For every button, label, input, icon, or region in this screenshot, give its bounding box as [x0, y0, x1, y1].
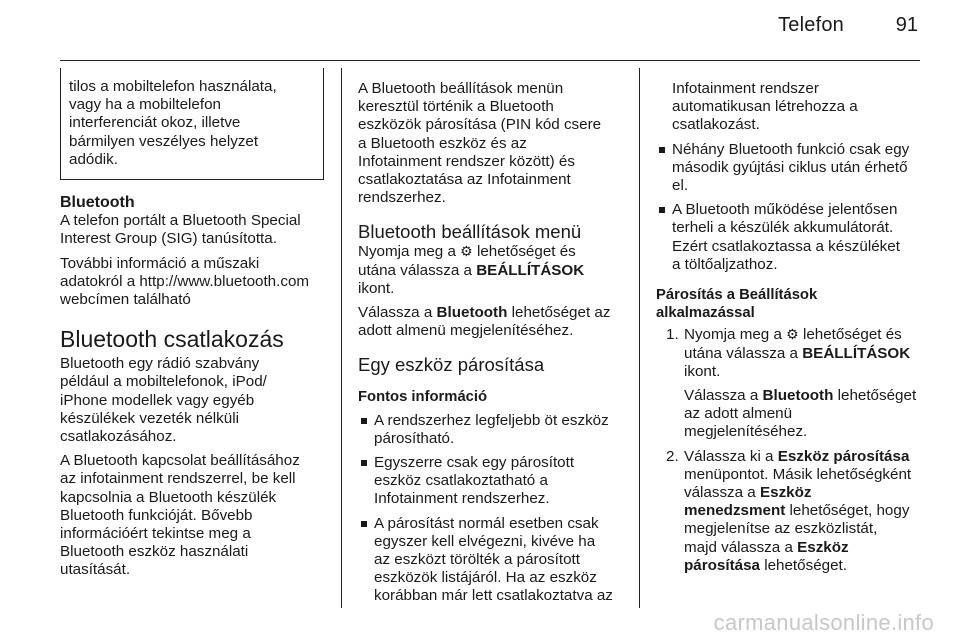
header-divider: [60, 60, 920, 61]
bullet-icon: [361, 460, 367, 466]
settings-intro: A Bluetooth beállítások menün keresztül történik a Bluetooth eszközök párosítása (PIN kód csere a Bluetooth eszköz és az Infotainment rendszer között) és csatlakoztatása az Infotainment rendszerhez.: [358, 80, 602, 207]
connection-heading: Bluetooth csatlakozás: [60, 326, 284, 353]
list-item: A Bluetooth működése jelentősen terheli a készülék akkumulátorát. Ezért csatlakoztassa a készüléket a töltőaljzathoz.: [656, 201, 928, 274]
page-header: [0, 0, 960, 58]
bullet-icon: [361, 418, 367, 424]
pairing-heading: Egy eszköz párosítása: [358, 354, 545, 376]
gear-icon: ⚙: [786, 326, 799, 343]
column-divider-1: [341, 68, 342, 608]
important-info-heading: Fontos információ: [358, 389, 488, 406]
bullet-icon: [659, 207, 665, 213]
settings-menu-paragraph-1: Nyomja meg a ⚙ lehetőséget és utána válassza a BEÁLLÍTÁSOK ikont.: [358, 243, 585, 297]
step-2: 2. Válassza ki a Eszköz párosítása menüpontot. Másik lehetőségként válassza a Eszköz menedzsment lehetőséget, hogy megjelenítse az eszközlistát, majd válassza a Eszköz párosítása lehetőséget.: [666, 447, 912, 574]
bullet-icon: [659, 147, 665, 153]
connection-paragraph-1: Bluetooth egy rádió szabvány például a mobiltelefonok, iPod/ iPhone modellek vagy egyéb készülékek vezeték nélküli csatlakozásához.: [60, 355, 267, 446]
list-item: A rendszerhez legfeljebb öt eszköz párosítható.: [358, 412, 628, 448]
column-divider-2: [639, 68, 640, 608]
connection-paragraph-2: A Bluetooth kapcsolat beállításához az infotainment rendszerrel, be kell kapcsolnia a Bluetooth készülék Bluetooth funkcióját. Bővebb információért tekintse meg a Bluetooth eszköz használati utasítását.: [60, 452, 300, 579]
list-item: Egyszerre csak egy párosított eszköz csatlakoztatható a Infotainment rendszerhez.: [358, 454, 628, 509]
bluetooth-paragraph-2: További információ a műszaki adatokról a http://www.bluetooth.com webcímen található: [60, 254, 310, 309]
step-1-detail: Válassza a Bluetooth lehetőséget az adott almenü megjelenítéséhez.: [684, 387, 917, 441]
list-item-continuation: Infotainment rendszer automatikusan létrehozza a csatlakozást.: [672, 80, 858, 134]
section-title: Telefon: [778, 14, 844, 36]
list-item: Néhány Bluetooth funkció csak egy második gyújtási ciklus után érhető el.: [656, 141, 928, 196]
settings-menu-heading: Bluetooth beállítások menü: [358, 221, 582, 243]
warning-box: tilos a mobiltelefon használata, vagy ha a mobiltelefon interferenciát okoz, illetve bármilyen veszélyes helyzet adódik.: [60, 68, 324, 180]
bullet-icon: [361, 521, 367, 527]
bluetooth-paragraph-1: A telefon portált a Bluetooth Special Interest Group (SIG) tanúsította.: [60, 212, 301, 248]
column-1: [60, 68, 324, 586]
gear-icon: ⚙: [460, 243, 473, 260]
bluetooth-heading: Bluetooth: [60, 194, 135, 212]
step-1: 1. Nyomja meg a ⚙ lehetőséget és utána válassza a BEÁLLÍTÁSOK ikont.: [666, 326, 911, 380]
column-3: [656, 80, 928, 581]
settings-menu-paragraph-2: Válassza a Bluetooth lehetőséget az adott almenü megjelenítéséhez.: [358, 304, 611, 340]
page-number: 91: [895, 14, 918, 36]
app-pairing-heading: Párosítás a Beállítások alkalmazással: [656, 287, 818, 322]
column-2: [358, 80, 628, 612]
watermark: carmanualsonline.info: [713, 610, 934, 635]
list-item: A párosítást normál esetben csak egyszer kell elvégezni, kivéve ha az eszközt törölték a párosított eszközök listájáról. Ha az eszköz korábban már lett csatlakoztatva az: [358, 515, 628, 606]
